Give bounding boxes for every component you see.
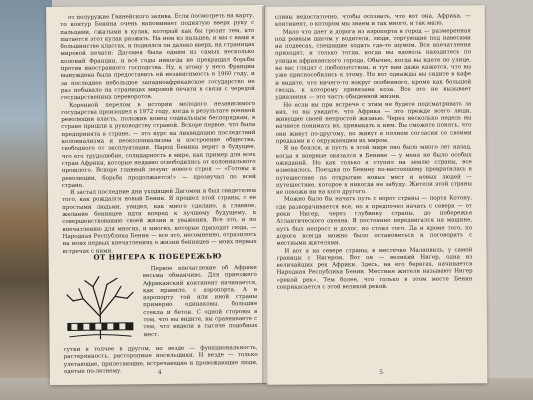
page-number: 5	[379, 368, 384, 376]
paragraph: И вот я на севере страны, в местечке Маланвиль, у самой границы с Нигером. Вот он — великий Нигер, одна из величайших рек Африки. Здесь, на его берегах, начинается Народная Республика Бенин. Местные жители называют Нигер «рекой рек». Тем более, что только в этом месте Бенин соприкасается с этой великой рекой.	[276, 246, 473, 291]
left-page-side-text	[143, 265, 258, 346]
paragraph: от полуружие Гвинейского залива. Если посмотреть на карту, то контур Бенина очень напоминает поднятую вверх руку с пальцами, сжатыми в кулак, который как бы грозит тем, кто пытается этот кулак разжать. На нем из пальцев, и мы с вами в большинстве классах, и поднялся он далеко вверх, на страницах мировой печати: Дагомея была одним из самых несколько колоний Франции, и всё годы никогда не прекращал борьбы против иностранного господства. Ну, к этому у него Франции вынуждена была предоставить ей независимость в 1960 году, и за последнее небольшое западноафриканское государство не раз побывало на страницах мировой печати в связи с чередой государственных переворотов.	[60, 12, 255, 102]
baobab-tree-illustration	[63, 268, 138, 345]
paragraph: Коренной перелом в истории молодого независимого государства произошел в 1972 году, когда в результате военной революции власть, положив конец социальным беспорядкам, в стране пришли к руководству страной. Вскоре первое, что была предпринята в стране, — это курс на ликвидацию последствий колониализма и неоколониализма и построение общества, свободного от эксплуатации. Народ Бенина верит в будущее, что его трудолюбие, солидарность в мире, как пример для всех стран Африки, которые недавно освободились от колониального прошлого. Вскоре главный лозунг нового строя — «Готовы к революции, борьба продолжается!» — прозвучал по всей стране.	[61, 100, 256, 189]
page-number: 4	[157, 368, 162, 377]
left-page-body	[60, 12, 257, 255]
paragraph: сливы недостаточно, чтобы осознать, что вот она, Африка, — континент, о котором мы знаем и так много, и так мало.	[274, 13, 471, 28]
paragraph: Мало что дает и дорога из аэропорта в город — размеренная под ровным шагом у водителя, люди, торгующие под навесами на подвесах, спешащие ходить где-то шумом. Все впечатления приходят, и только тогда, когда вы вдоволь находитесь по улицам африканского города. Обычно, когда вы идете по улице, на вас глядят с любопытством, и тут вам даже кажется, что вы уже приспособились к этому. Но вот однажды вы сидите в кафе и видите, что ничего-то вокруг особенного, кроме как большой гвоздь, к которому привязана коза. Все это не вызывает удивления — это часть обыденной жизни.	[274, 27, 472, 101]
paragraph: Но если вы при встрече с этим не будете подсматривать за них, то вы увидите, что Африка — это прежде всего люди, живущие своей непростой жизнью. Через несколько недель вы начнете понимать их, привыкать к ним. Вы сможете понять, что они живут по-другому, но живут в полном согласии со своими предками и с окружающим их миром.	[275, 100, 472, 145]
paragraph: Я не боялся, и пусть в этой мире оно было много лет назад, когда я впервые оказался в Бенине — у меня не было особых ожиданий. Но как только я ступил на землю страны, все изменилось. Поездка по Бенину по-настоящему превратилась в путешествие по открытию новых мест и новых людей — путешествие, которое я никогда не забуду. Жители этой страны не похожи ни на кого другого.	[275, 144, 472, 196]
left-page	[46, 5, 268, 385]
paragraph: Первое впечатление об Африке весьма обманчиво. Для приезжего Африканский континент начинается, как правило, с аэропорта. А в аэропорту той или иной страны примерно одинаковы, большие стекла и бетон. С одной стороны в том, что вы видите, вы сравниваете с тем, что видели в тысяче подобных мест.	[142, 264, 258, 338]
right-page	[265, 5, 488, 385]
book-gutter	[262, 6, 272, 384]
paragraph: Я застал последние дни уходящей Дагомеи и был свидетелем того, как рождался новый Бенин. Я прошел этой страны, с ее простыми людьми, увидел, как много сделано, а главное, желание бенинцев идти вперед к лучшему будущему, к совершенствованию своей жизни и уважения. Все это, и по впечатлению для многих, и многих, которые приходят сюда, — Народная Республика Бенин — все это, несомненно, отразилось на моих первых впечатлениях о жизни бенинцев — моих первых встречах с ними.	[62, 188, 257, 255]
section-title: ОТ НИГЕРА К ПОБЕРЕЖЬЮ	[93, 251, 222, 262]
book-cover-edge	[0, 0, 52, 400]
right-page-body	[275, 13, 473, 366]
paragraph: сутки в толчее в другом, но везде — функциональность, растерянность, расторопные носильщики. И везде — только улетающие, прилетающие, встречающие и провожающие люди, одетые по-летнему.	[63, 344, 258, 375]
paragraph: Можно было бы начать путь с ворот страны — порта Котону, где разворачивается все, но я предпочел начать с севера — от реки Нигер, через глубинку страны, до побережья Атлантического океана. Я постоянно передвигался на машине, путь был непрост и долог, но стоил того. Да и кроме того, по дороге всегда можно было остановиться и поговорить с местными жителями.	[276, 195, 473, 247]
